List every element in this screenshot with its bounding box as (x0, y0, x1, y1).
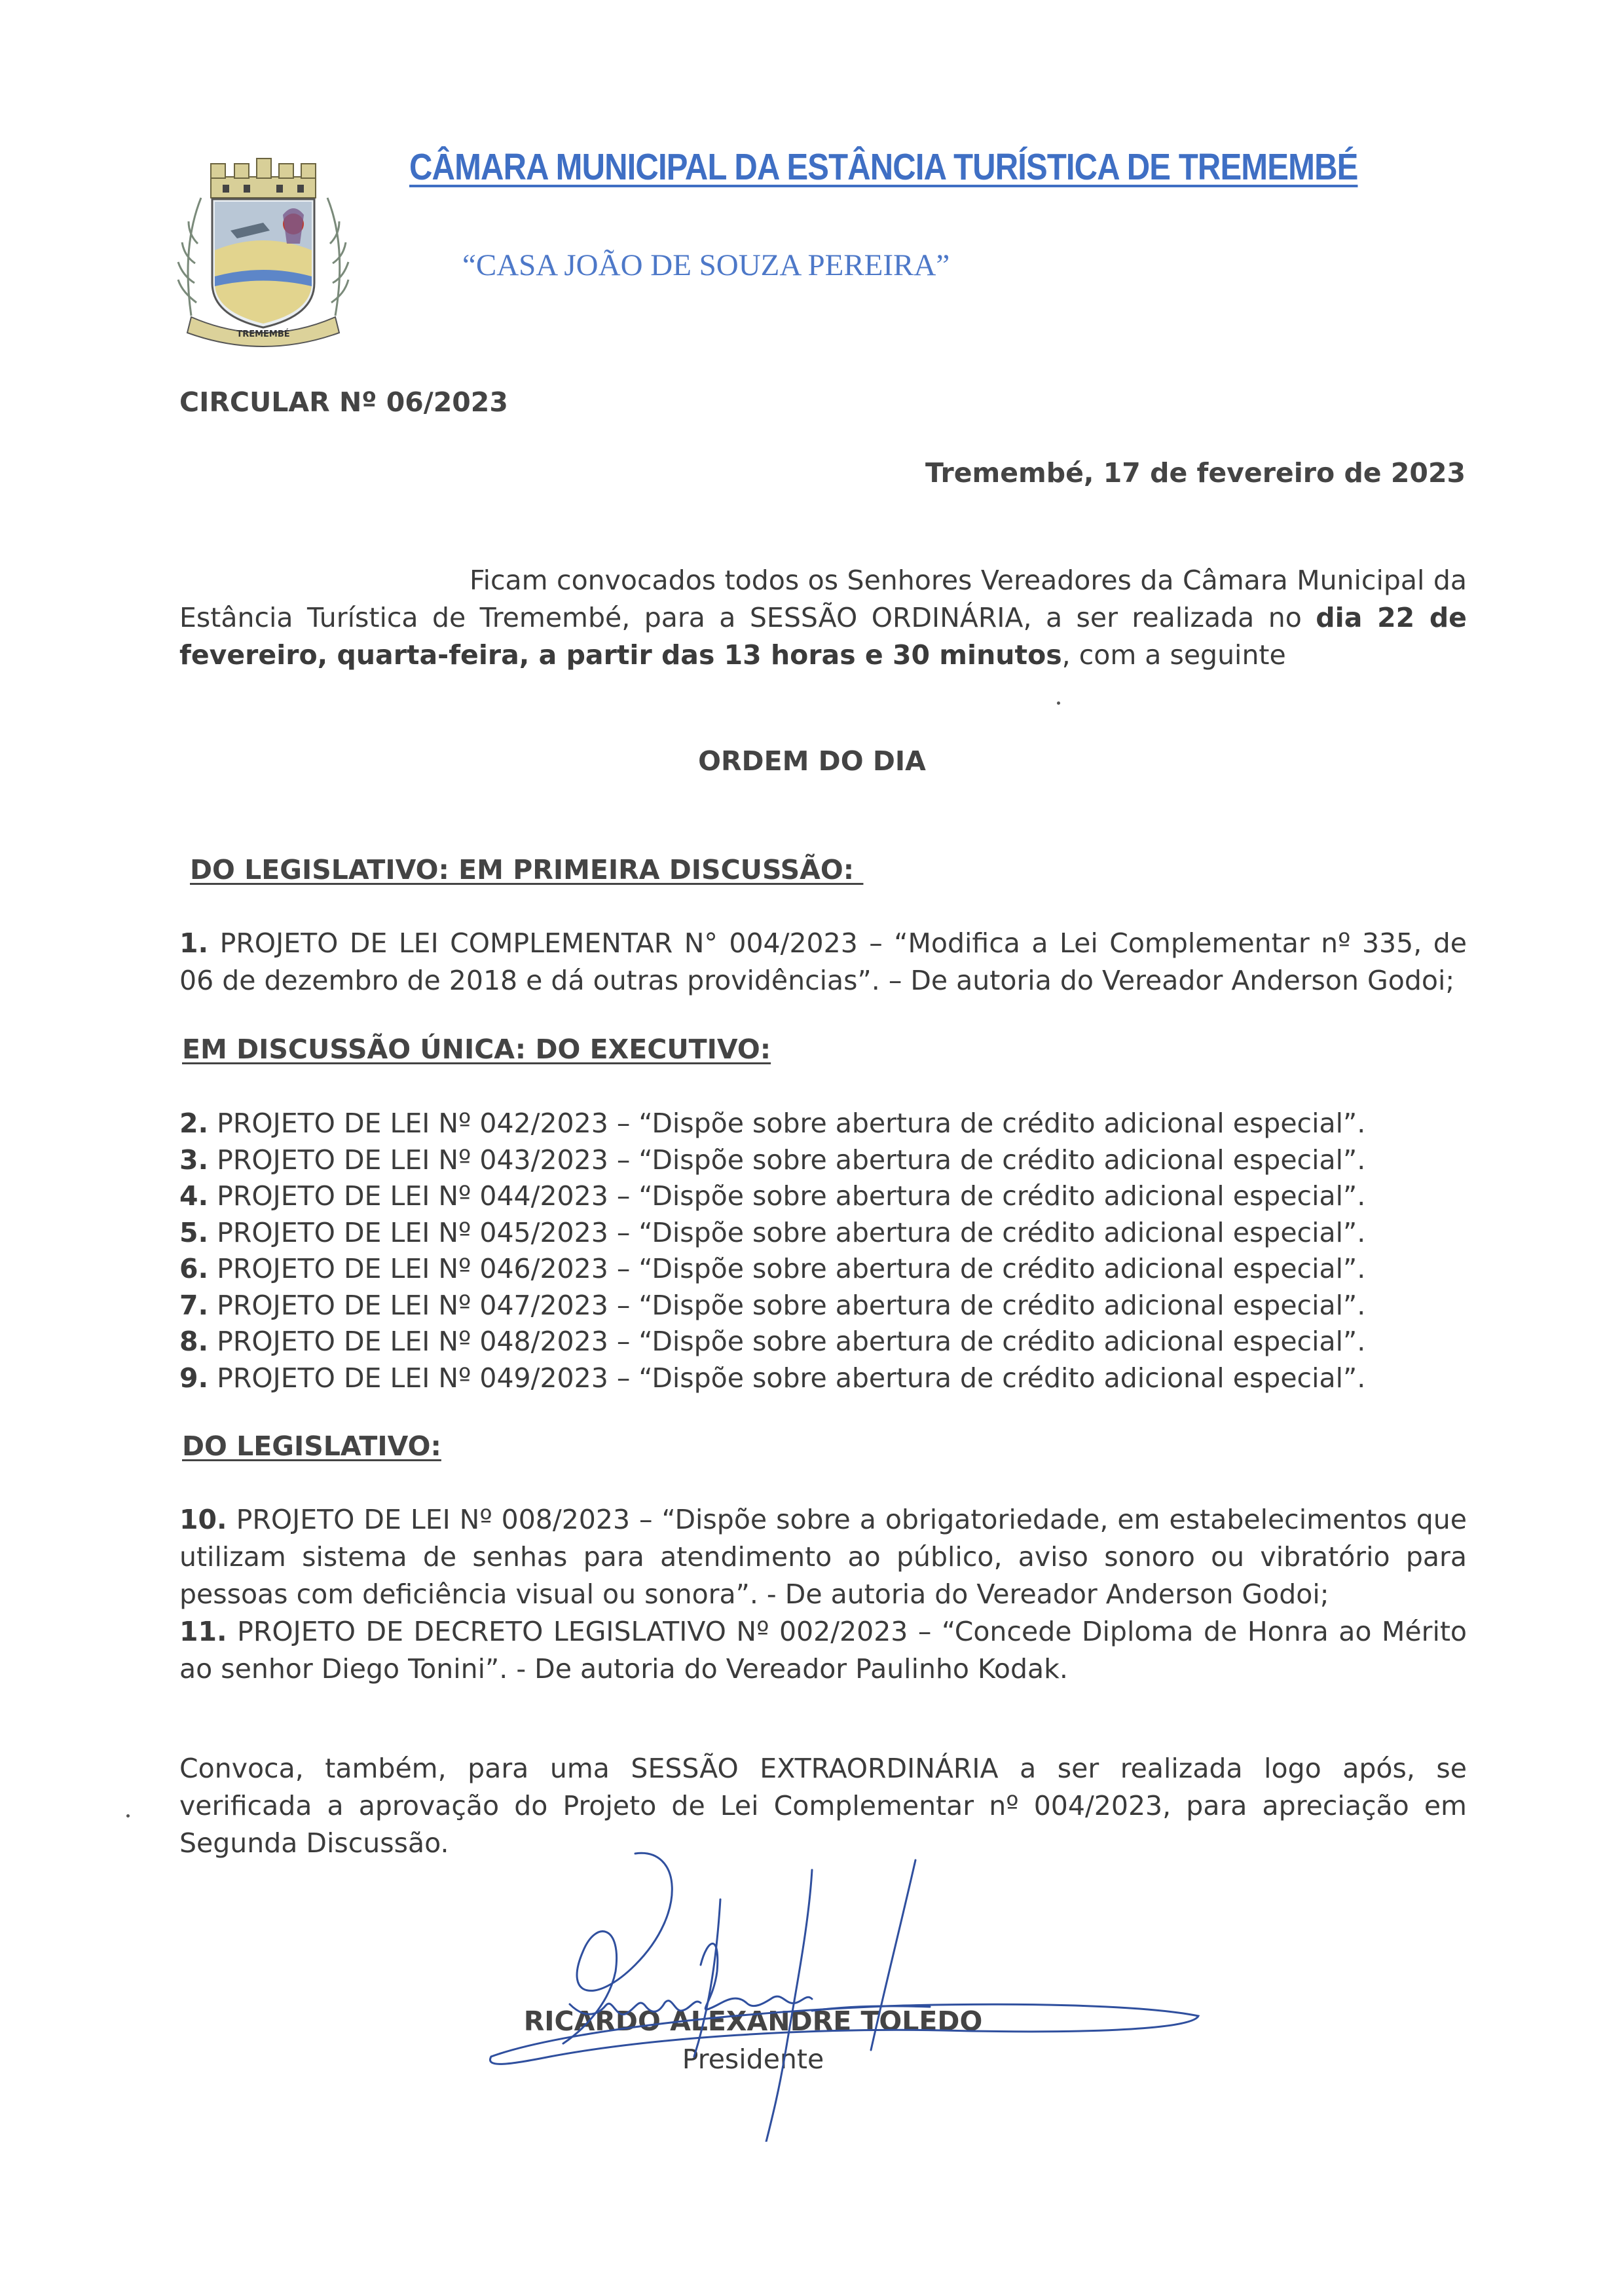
item-number: 5. (179, 1216, 209, 1248)
item-text: PROJETO DE LEI Nº 047/2023 – “Dispõe sobre abertura de crédito adicional especial”. (208, 1289, 1366, 1321)
agenda-title: ORDEM DO DIA (698, 745, 926, 777)
item-text: PROJETO DE LEI Nº 044/2023 – “Dispõe sobre abertura de crédito adicional especial”. (208, 1180, 1366, 1212)
list-item (179, 1142, 1365, 1179)
item-number: 1. (179, 927, 209, 959)
item-number: 8. (179, 1326, 209, 1357)
signer-name: RICARDO ALEXANDRE TOLEDO (523, 2006, 983, 2037)
agenda-items-10-11 (179, 1501, 1467, 1688)
list-item (179, 1215, 1365, 1252)
extraordinary-session-paragraph: Convoca, também, para uma SESSÃO EXTRAORDINÁRIA a ser realizada logo após, se verificada a aprovação do Projeto de Lei Complementar nº 004/2023, para apreciação em Segunda Discussão. (179, 1753, 1467, 1859)
item-text: PROJETO DE LEI Nº 008/2023 – “Dispõe sobre a obrigatoriedade, em estabelecimentos que utilizam sistema de senhas para atendimento ao público, aviso sonoro ou vibratório para pessoas com deficiência visual ou sonora”. - De autoria do Vereador Anderson Godoi; (179, 1504, 1467, 1610)
item-number: 2. (179, 1108, 209, 1139)
municipal-coat-of-arms (172, 152, 355, 355)
item-text: PROJETO DE LEI Nº 048/2023 – “Dispõe sobre abertura de crédito adicional especial”. (208, 1326, 1366, 1357)
item-number: 4. (179, 1180, 209, 1212)
list-item (179, 1178, 1365, 1215)
executive-bills-list (179, 1106, 1365, 1396)
signer-role: Presidente (682, 2043, 824, 2075)
circular-number: CIRCULAR Nº 06/2023 (179, 386, 508, 418)
section-single-discussion: EM DISCUSSÃO ÚNICA: DO EXECUTIVO: (182, 1034, 771, 1065)
item-number: 3. (179, 1144, 209, 1176)
item-text: PROJETO DE LEI Nº 043/2023 – “Dispõe sobre abertura de crédito adicional especial”. (208, 1144, 1366, 1176)
item-number: 9. (179, 1362, 209, 1394)
house-subtitle: “CASA JOÃO DE SOUZA PEREIRA” (462, 248, 950, 282)
crest-town-label: TREMEMBÉ (236, 329, 290, 339)
list-item (179, 1324, 1365, 1360)
section-legislative: DO LEGISLATIVO: (182, 1430, 441, 1462)
scan-speck (1057, 701, 1060, 705)
item-number: 11. (179, 1616, 227, 1647)
list-item (179, 1360, 1365, 1397)
convocation-paragraph (179, 562, 1467, 674)
item-text: PROJETO DE LEI Nº 042/2023 – “Dispõe sobre abertura de crédito adicional especial”. (208, 1108, 1366, 1139)
item-number: 6. (179, 1253, 209, 1284)
item-text: PROJETO DE LEI COMPLEMENTAR N° 004/2023 – “Modifica a Lei Complementar nº 335, de 06 de dezembro de 2018 e dá outras providências”. – De autoria do Vereador Anderson Godoi; (179, 927, 1467, 996)
list-item (179, 1251, 1365, 1288)
organization-title: CÂMARA MUNICIPAL DA ESTÂNCIA TURÍSTICA DE TREMEMBÉ (409, 146, 1358, 188)
session-datetime: dia 22 de fevereiro, quarta-feira, a partir das 13 horas e 30 minutos (179, 602, 1467, 671)
scan-speck (126, 1814, 130, 1818)
convocation-text-end: , com a seguinte (1061, 639, 1286, 671)
handwritten-signature (485, 1834, 1211, 2142)
agenda-item-1 (179, 925, 1467, 999)
item-number: 10. (179, 1504, 227, 1535)
item-text: PROJETO DE LEI Nº 046/2023 – “Dispõe sobre abertura de crédito adicional especial”. (208, 1253, 1366, 1284)
list-item (179, 1106, 1365, 1142)
document-date: Tremembé, 17 de fevereiro de 2023 (925, 457, 1466, 489)
section-first-discussion: DO LEGISLATIVO: EM PRIMEIRA DISCUSSÃO: (190, 854, 864, 886)
item-text: PROJETO DE DECRETO LEGISLATIVO Nº 002/2023 – “Concede Diploma de Honra ao Mérito ao senhor Diego Tonini”. - De autoria do Vereador Paulinho Kodak. (179, 1616, 1467, 1685)
convocation-text-start: Ficam convocados todos os Senhores Vereadores da Câmara Municipal da Estância Turística de Tremembé, para a SESSÃO ORDINÁRIA, a ser realizada no (179, 565, 1467, 633)
list-item (179, 1288, 1365, 1324)
item-text: PROJETO DE LEI Nº 049/2023 – “Dispõe sobre abertura de crédito adicional especial”. (208, 1362, 1366, 1394)
item-text: PROJETO DE LEI Nº 045/2023 – “Dispõe sobre abertura de crédito adicional especial”. (208, 1216, 1366, 1248)
item-number: 7. (179, 1289, 209, 1321)
